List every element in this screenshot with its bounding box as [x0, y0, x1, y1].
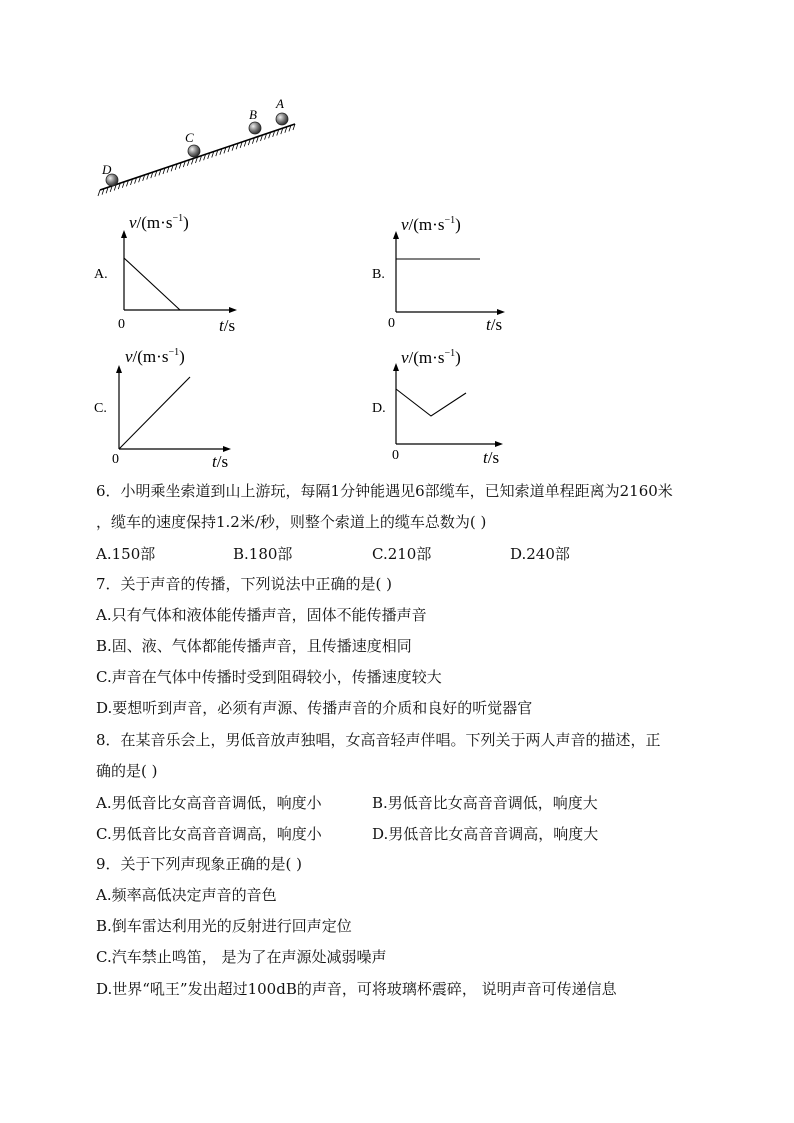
graph-a-letter: A. — [94, 267, 108, 282]
incline-diagram — [98, 96, 295, 196]
figure-area — [0, 0, 794, 480]
q9-stem: 9．关于下列声现象正确的是( ) — [96, 855, 303, 873]
graph-d-line — [396, 389, 466, 416]
q6-option-c[interactable]: C.210部 — [372, 545, 432, 563]
q8-option-d[interactable]: D.男低音比女高音音调高，响度大 — [372, 825, 599, 843]
q6-option-b[interactable]: B.180部 — [233, 545, 293, 563]
label-b: B — [249, 107, 257, 122]
q8-option-b[interactable]: B.男低音比女高音音调低，响度大 — [372, 794, 598, 812]
svg-text:0: 0 — [388, 316, 395, 331]
q7-option-a[interactable]: A.只有气体和液体能传播声音，固体不能传播声音 — [96, 606, 427, 624]
graph-a-line — [124, 258, 180, 310]
svg-text:0: 0 — [112, 452, 119, 467]
q8-line1: 8．在某音乐会上，男低音放声独唱，女高音轻声伴唱。下列关于两人声音的描述，正 — [96, 731, 661, 749]
svg-text:t/s: t/s — [483, 448, 500, 467]
graph-b — [372, 215, 505, 334]
svg-text:0: 0 — [118, 317, 125, 332]
q7-option-c[interactable]: C.声音在气体中传播时受到阻碍较小，传播速度较大 — [96, 668, 442, 686]
svg-text:v/(m·s−1): $v/(m\cdot s^{-1})$ — [401, 215, 461, 234]
q9-option-d[interactable]: D.世界“吼王”发出超过100dB的声音，可将玻璃杯震碎， 说明声音可传递信息 — [96, 980, 617, 998]
q7-stem: 7．关于声音的传播，下列说法中正确的是( ) — [96, 575, 393, 593]
q6-option-d[interactable]: D.240部 — [510, 545, 570, 563]
svg-text:v/(m·s−1): $v/(m\cdot s^{-1})$ — [129, 213, 189, 232]
q7-option-b[interactable]: B.固、液、气体都能传播声音，且传播速度相同 — [96, 637, 412, 655]
graph-d — [372, 348, 503, 467]
q6-option-a[interactable]: A.150部 — [96, 545, 156, 563]
svg-text:t/s: t/s — [486, 315, 503, 334]
hatch-mark — [98, 190, 100, 196]
q8-option-a[interactable]: A.男低音比女高音音调低，响度小 — [96, 794, 322, 812]
q9-option-c[interactable]: C.汽车禁止鸣笛， 是为了在声源处减弱噪声 — [96, 948, 387, 966]
svg-text:t/s: t/s — [212, 452, 229, 471]
svg-text:v/(m·s−1): $v/(m\cdot s^{-1})$ — [125, 347, 185, 366]
graph-c-line — [119, 377, 190, 449]
svg-text:0: 0 — [392, 448, 399, 463]
graph-d-letter: D. — [372, 401, 386, 416]
graph-a — [94, 213, 237, 335]
q7-option-d[interactable]: D.要想听到声音，必须有声源、传播声音的介质和良好的听觉器官 — [96, 699, 533, 717]
q8-line2: 确的是( ) — [96, 762, 158, 780]
ball-b — [249, 122, 261, 134]
ball-c — [188, 145, 200, 157]
label-a: A — [276, 96, 284, 111]
ball-a — [276, 113, 288, 125]
svg-text:v/(m·s−1): $v/(m\cdot s^{-1})$ — [401, 348, 461, 367]
graph-c — [94, 347, 231, 471]
q9-option-b[interactable]: B.倒车雷达利用光的反射进行回声定位 — [96, 917, 352, 935]
q8-option-c[interactable]: C.男低音比女高音音调高，响度小 — [96, 825, 322, 843]
q9-option-a[interactable]: A.频率高低决定声音的音色 — [96, 886, 277, 904]
label-d: D — [102, 162, 112, 177]
svg-text:t/s: t/s — [219, 316, 236, 335]
q6-line2: ，缆车的速度保持1.2米/秒，则整个索道上的缆车总数为( ) — [96, 513, 487, 531]
label-c: C — [185, 130, 194, 145]
q6-line1: 6．小明乘坐索道到山上游玩，每隔1分钟能遇见6部缆车，已知索道单程距离为2160米 — [96, 482, 673, 500]
graph-b-letter: B. — [372, 267, 385, 282]
graph-c-letter: C. — [94, 401, 107, 416]
